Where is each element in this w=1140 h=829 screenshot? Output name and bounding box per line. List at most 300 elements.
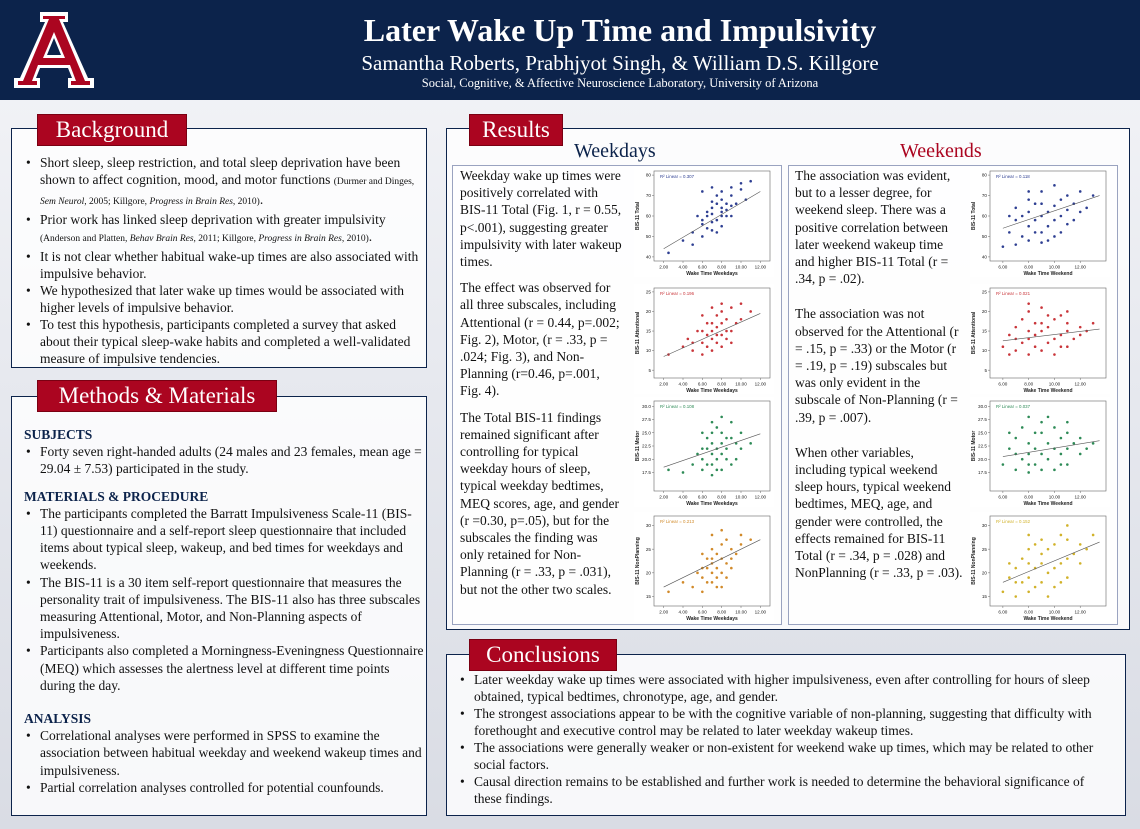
data-point bbox=[730, 557, 733, 560]
data-point bbox=[725, 437, 728, 440]
results-heading: Results bbox=[469, 114, 563, 146]
x-tick-label: 8.00 bbox=[717, 381, 727, 387]
data-point bbox=[1066, 557, 1069, 560]
data-point bbox=[1021, 581, 1024, 584]
y-axis-label: BIS-11 NonPlanning bbox=[635, 537, 641, 585]
data-point bbox=[701, 190, 704, 193]
weekends-text bbox=[795, 167, 963, 590]
x-tick-label: 4.00 bbox=[678, 381, 688, 387]
poster-title: Later Wake Up Time and Impulsivity bbox=[363, 12, 877, 48]
data-point bbox=[691, 349, 694, 352]
data-point bbox=[1053, 469, 1056, 472]
data-point bbox=[716, 341, 719, 344]
x-tick-label: 8.00 bbox=[717, 494, 727, 500]
data-point bbox=[720, 416, 723, 419]
chart-weekend-total bbox=[970, 167, 1110, 277]
data-point bbox=[1027, 330, 1030, 333]
r-squared-label: R² Linear = 0.213 bbox=[660, 519, 695, 524]
data-point bbox=[706, 227, 709, 230]
y-tick-label: 20 bbox=[645, 570, 651, 576]
data-point bbox=[720, 469, 723, 472]
data-point bbox=[706, 447, 709, 450]
methods-bullet: • Partial correlation analyses controlled for potential counfounds. bbox=[24, 779, 428, 796]
data-point bbox=[1060, 314, 1063, 317]
data-point bbox=[701, 330, 704, 333]
data-point bbox=[716, 426, 719, 429]
data-point bbox=[696, 453, 699, 456]
data-point bbox=[1027, 225, 1030, 228]
r-squared-label: R² Linear = 0.196 bbox=[660, 291, 695, 296]
weekends-paragraph: The association was evident, but to a lesser degree, for weekend sleep. There was a positive correlation between later weekend wakeup time and higher BIS-11 Total (r = .34, p = .02). bbox=[795, 168, 951, 287]
r-squared-label: R² Linear = 0.021 bbox=[996, 291, 1031, 296]
data-point bbox=[706, 334, 709, 337]
data-point bbox=[716, 586, 719, 589]
data-point bbox=[1027, 353, 1030, 356]
data-point bbox=[667, 252, 670, 255]
background-bullet: • Prior work has linked sleep deprivation with greater impulsivity (Anderson and Platten, Behav Brain Res, 2011; Killgore, Progress in Brain Res, 2010). bbox=[24, 211, 424, 248]
data-point bbox=[701, 553, 704, 556]
data-point bbox=[730, 463, 733, 466]
data-point bbox=[1085, 548, 1088, 551]
data-point bbox=[1040, 581, 1043, 584]
conclusion-bullet: • Later weekday wake up times were associated with higher impulsiveness, even after controlling for hours of sleep obtained, typical bedtimes, chronotype, age, and gender. bbox=[458, 671, 1108, 705]
data-point bbox=[720, 529, 723, 532]
data-point bbox=[1027, 534, 1030, 537]
data-point bbox=[1072, 219, 1075, 222]
data-point bbox=[1027, 302, 1030, 305]
y-axis-label: BIS-11 Attentional bbox=[635, 311, 641, 355]
data-point bbox=[1040, 241, 1043, 244]
data-point bbox=[706, 437, 709, 440]
data-point bbox=[735, 458, 738, 461]
data-point bbox=[1072, 442, 1075, 445]
methods-bullet: • The BIS-11 is a 30 item self-report questionnaire that measures the personality trait of impulsiveness. The BIS-11 also has three subscales measuring Attentional, Motor, and Non-Planning aspects of impulsiveness. bbox=[24, 574, 428, 643]
chart-weekend-attentional bbox=[970, 284, 1110, 394]
data-point bbox=[1021, 458, 1024, 461]
data-point bbox=[725, 318, 728, 321]
data-point bbox=[701, 458, 704, 461]
data-point bbox=[730, 437, 733, 440]
y-tick-label: 30 bbox=[981, 523, 987, 529]
data-point bbox=[1027, 211, 1030, 214]
data-point bbox=[687, 338, 690, 341]
data-point bbox=[720, 345, 723, 348]
y-tick-label: 15 bbox=[645, 328, 651, 334]
data-point bbox=[1060, 198, 1063, 201]
poster-header bbox=[0, 0, 1140, 100]
weekends-paragraph: The association was not observed for the Attentional (r = .15, p = .33) or the Motor (r = .19, p = .19) subscales but was only evident in the subscale of Non-Planning (r = .39, p = .007). bbox=[795, 306, 959, 425]
data-point bbox=[1092, 322, 1095, 325]
data-point bbox=[1027, 310, 1030, 313]
data-point bbox=[1008, 447, 1011, 450]
data-point bbox=[1040, 538, 1043, 541]
data-point bbox=[1014, 349, 1017, 352]
data-point bbox=[1053, 353, 1056, 356]
y-axis-label: BIS-11 Motor bbox=[971, 430, 977, 462]
data-point bbox=[667, 469, 670, 472]
data-point bbox=[1060, 534, 1063, 537]
y-tick-label: 15 bbox=[645, 594, 651, 600]
data-point bbox=[735, 553, 738, 556]
y-tick-label: 70 bbox=[981, 193, 987, 199]
data-point bbox=[1014, 581, 1017, 584]
data-point bbox=[696, 330, 699, 333]
data-point bbox=[701, 353, 704, 356]
data-point bbox=[701, 576, 704, 579]
data-point bbox=[725, 330, 728, 333]
y-tick-label: 25.0 bbox=[978, 430, 987, 436]
background-bullet: • To test this hypothesis, participants completed a survey that asked about their typical sleep-wake habits and completed a well-validated measure of impulsive tendencies. bbox=[24, 316, 424, 367]
data-point bbox=[1014, 595, 1017, 598]
conclusion-bullet: • Causal direction remains to be established and further work is needed to determine the behavioral significance of these findings. bbox=[458, 773, 1108, 807]
y-axis-label: BIS-11 Total bbox=[635, 201, 641, 231]
y-tick-label: 10 bbox=[645, 348, 651, 354]
x-tick-label: 2.00 bbox=[659, 381, 669, 387]
data-point bbox=[1027, 590, 1030, 593]
data-point bbox=[740, 431, 743, 434]
data-point bbox=[667, 590, 670, 593]
x-tick-label: 4.00 bbox=[678, 494, 688, 500]
data-point bbox=[725, 576, 728, 579]
data-point bbox=[730, 215, 733, 218]
y-tick-label: 27.5 bbox=[978, 417, 987, 423]
data-point bbox=[711, 306, 714, 309]
data-point bbox=[1092, 534, 1095, 537]
data-point bbox=[1027, 453, 1030, 456]
y-tick-label: 27.5 bbox=[642, 417, 651, 423]
data-point bbox=[696, 215, 699, 218]
methods-bullet: • Forty seven right-handed adults (24 males and 23 females, mean age = 29.04 ± 7.53) participated in the study. bbox=[24, 443, 428, 477]
x-tick-label: 10.00 bbox=[735, 264, 747, 270]
data-point bbox=[1066, 576, 1069, 579]
data-point bbox=[1014, 469, 1017, 472]
data-point bbox=[706, 215, 709, 218]
x-tick-label: 8.00 bbox=[1024, 381, 1034, 387]
data-point bbox=[1027, 442, 1030, 445]
y-tick-label: 25 bbox=[645, 546, 651, 552]
data-point bbox=[1021, 235, 1024, 238]
data-point bbox=[1053, 219, 1056, 222]
data-point bbox=[1066, 524, 1069, 527]
data-point bbox=[711, 349, 714, 352]
data-point bbox=[1047, 442, 1050, 445]
data-point bbox=[1047, 239, 1050, 242]
data-point bbox=[1027, 198, 1030, 201]
data-point bbox=[1092, 442, 1095, 445]
x-tick-label: 10.00 bbox=[735, 381, 747, 387]
x-tick-label: 6.00 bbox=[998, 494, 1008, 500]
methods-bullet: • The participants completed the Barratt Impulsiveness Scale-11 (BIS-11) questionnaire and a self-report sleep questionnaire that included items about typical sleep, wakeup, and bed times for weekdays and weekends. bbox=[24, 505, 428, 574]
data-point bbox=[711, 200, 714, 203]
data-point bbox=[725, 538, 728, 541]
data-point bbox=[1021, 557, 1024, 560]
data-point bbox=[1040, 349, 1043, 352]
data-point bbox=[1053, 204, 1056, 207]
chart-weekend-motor bbox=[970, 397, 1110, 507]
plot-frame bbox=[654, 171, 770, 261]
data-point bbox=[1021, 341, 1024, 344]
data-point bbox=[1008, 431, 1011, 434]
data-point bbox=[706, 345, 709, 348]
methods-bullet: • Participants also completed a Morningness-Eveningness Questionnaire (MEQ) which assesses the alertness level at different time points during the day. bbox=[24, 642, 428, 694]
data-point bbox=[711, 421, 714, 424]
x-tick-label: 10.00 bbox=[1048, 609, 1061, 615]
data-point bbox=[749, 310, 752, 313]
data-point bbox=[716, 567, 719, 570]
data-point bbox=[1040, 330, 1043, 333]
data-point bbox=[725, 562, 728, 565]
x-tick-label: 8.00 bbox=[717, 609, 727, 615]
data-point bbox=[1047, 458, 1050, 461]
r-squared-label: R² Linear = 0.108 bbox=[660, 404, 695, 409]
data-point bbox=[1014, 326, 1017, 329]
y-tick-label: 30.0 bbox=[978, 403, 987, 409]
data-point bbox=[720, 586, 723, 589]
y-tick-label: 25 bbox=[645, 289, 651, 295]
data-point bbox=[706, 581, 709, 584]
y-tick-label: 22.5 bbox=[642, 443, 651, 449]
x-axis-label: Wake Time Weekend bbox=[1023, 271, 1073, 277]
plot-frame bbox=[654, 516, 770, 606]
x-tick-label: 4.00 bbox=[678, 264, 688, 270]
y-tick-label: 17.5 bbox=[978, 470, 987, 476]
conclusions-body bbox=[458, 671, 1108, 807]
data-point bbox=[1053, 184, 1056, 187]
data-point bbox=[691, 586, 694, 589]
data-point bbox=[691, 463, 694, 466]
data-point bbox=[1008, 231, 1011, 234]
data-point bbox=[1066, 330, 1069, 333]
data-point bbox=[1079, 437, 1082, 440]
conclusions-heading: Conclusions bbox=[469, 639, 617, 671]
data-point bbox=[1021, 318, 1024, 321]
data-point bbox=[1053, 235, 1056, 238]
data-point bbox=[730, 567, 733, 570]
data-point bbox=[1047, 595, 1050, 598]
data-point bbox=[1060, 231, 1063, 234]
data-point bbox=[706, 463, 709, 466]
data-point bbox=[1066, 194, 1069, 197]
data-point bbox=[720, 453, 723, 456]
y-tick-label: 25 bbox=[981, 289, 987, 295]
data-point bbox=[716, 219, 719, 222]
data-point bbox=[711, 330, 714, 333]
data-point bbox=[725, 202, 728, 205]
data-point bbox=[1047, 314, 1050, 317]
x-tick-label: 10.00 bbox=[1048, 381, 1061, 387]
data-point bbox=[730, 548, 733, 551]
data-point bbox=[716, 314, 719, 317]
data-point bbox=[1066, 447, 1069, 450]
data-point bbox=[701, 341, 704, 344]
data-point bbox=[1034, 463, 1037, 466]
data-point bbox=[1040, 231, 1043, 234]
data-point bbox=[1066, 538, 1069, 541]
data-point bbox=[1034, 431, 1037, 434]
x-tick-label: 12.00 bbox=[1074, 494, 1086, 500]
y-tick-label: 80 bbox=[981, 172, 987, 178]
data-point bbox=[711, 431, 714, 434]
conclusion-bullet: • The strongest associations appear to be with the cognitive variable of non-planning, suggesting that difficulty with forethought and executive control may be related to later weekday wakeup times. bbox=[458, 705, 1108, 739]
data-point bbox=[711, 207, 714, 210]
chart-weekday-motor bbox=[634, 397, 774, 507]
data-point bbox=[711, 186, 714, 189]
x-axis-label: Wake Time Weekdays bbox=[686, 616, 738, 622]
data-point bbox=[1060, 345, 1063, 348]
y-tick-label: 20.0 bbox=[642, 456, 651, 462]
data-point bbox=[720, 543, 723, 546]
data-point bbox=[1002, 245, 1005, 248]
plot-frame bbox=[990, 171, 1106, 261]
data-point bbox=[740, 188, 743, 191]
data-point bbox=[691, 243, 694, 246]
data-point bbox=[711, 213, 714, 216]
y-tick-label: 40 bbox=[981, 254, 987, 260]
data-point bbox=[701, 590, 704, 593]
data-point bbox=[1034, 322, 1037, 325]
x-axis-label: Wake Time Weekdays bbox=[686, 388, 738, 394]
data-point bbox=[720, 310, 723, 313]
data-point bbox=[1047, 225, 1050, 228]
data-point bbox=[730, 330, 733, 333]
data-point bbox=[1027, 471, 1030, 474]
y-tick-label: 50 bbox=[645, 234, 651, 240]
analysis-subheading: ANALYSIS bbox=[24, 711, 92, 727]
x-tick-label: 6.00 bbox=[697, 381, 707, 387]
data-point bbox=[1014, 567, 1017, 570]
data-point bbox=[1060, 463, 1063, 466]
data-point bbox=[1014, 219, 1017, 222]
methods-bullet: • Correlational analyses were performed in SPSS to examine the association between habitual weekday and weekend wakeup times and impulsiveness. bbox=[24, 727, 428, 779]
data-point bbox=[682, 471, 685, 474]
data-point bbox=[711, 534, 714, 537]
x-axis-label: Wake Time Weekend bbox=[1023, 616, 1073, 622]
data-point bbox=[1066, 431, 1069, 434]
y-tick-label: 60 bbox=[981, 213, 987, 219]
background-bullet: • It is not clear whether habitual wake-up times are also associated with impulsive behavior. bbox=[24, 248, 424, 282]
data-point bbox=[720, 334, 723, 337]
data-point bbox=[1085, 447, 1088, 450]
x-tick-label: 10.00 bbox=[735, 609, 747, 615]
weekdays-title: Weekdays bbox=[574, 140, 656, 162]
data-point bbox=[730, 204, 733, 207]
data-point bbox=[1053, 543, 1056, 546]
weekdays-paragraph: Weekday wake up times were positively correlated with BIS-11 Total (Fig. 1, r = 0.55, p<.001), suggesting greater impulsivity with later wakeup times. bbox=[460, 168, 622, 270]
data-point bbox=[725, 447, 728, 450]
x-tick-label: 6.00 bbox=[998, 609, 1008, 615]
x-tick-label: 12.00 bbox=[754, 494, 767, 500]
x-tick-label: 4.00 bbox=[678, 609, 688, 615]
data-point bbox=[1079, 453, 1082, 456]
data-point bbox=[1066, 223, 1069, 226]
data-point bbox=[720, 207, 723, 210]
data-point bbox=[1034, 543, 1037, 546]
data-point bbox=[1047, 341, 1050, 344]
data-point bbox=[1027, 548, 1030, 551]
data-point bbox=[740, 447, 743, 450]
data-point bbox=[740, 182, 743, 185]
data-point bbox=[1008, 334, 1011, 337]
data-point bbox=[711, 453, 714, 456]
data-point bbox=[1092, 194, 1095, 197]
data-point bbox=[1053, 426, 1056, 429]
chart-weekday-total bbox=[634, 167, 774, 277]
data-point bbox=[749, 538, 752, 541]
data-point bbox=[1079, 562, 1082, 565]
data-point bbox=[701, 447, 704, 450]
data-point bbox=[730, 421, 733, 424]
materials-subheading: MATERIALS & PROCEDURE bbox=[24, 488, 209, 504]
data-point bbox=[1002, 345, 1005, 348]
data-point bbox=[1079, 334, 1082, 337]
data-point bbox=[1060, 581, 1063, 584]
data-point bbox=[1027, 190, 1030, 193]
data-point bbox=[1066, 421, 1069, 424]
data-point bbox=[1034, 447, 1037, 450]
data-point bbox=[1047, 572, 1050, 575]
x-tick-label: 10.00 bbox=[1048, 264, 1061, 270]
data-point bbox=[711, 581, 714, 584]
poster-affiliation: Social, Cognitive, & Affective Neuroscience Laboratory, University of Arizona bbox=[421, 76, 819, 90]
data-point bbox=[1040, 431, 1043, 434]
data-point bbox=[1053, 318, 1056, 321]
data-point bbox=[706, 567, 709, 570]
data-point bbox=[1040, 306, 1043, 309]
poster-authors: Samantha Roberts, Prabhjyot Singh, & William D.S. Killgore bbox=[361, 51, 879, 75]
data-point bbox=[1040, 562, 1043, 565]
data-point bbox=[716, 202, 719, 205]
x-tick-label: 12.00 bbox=[1074, 609, 1086, 615]
data-point bbox=[1040, 202, 1043, 205]
x-tick-label: 6.00 bbox=[697, 494, 707, 500]
data-point bbox=[740, 302, 743, 305]
data-point bbox=[740, 318, 743, 321]
x-tick-label: 12.00 bbox=[754, 609, 767, 615]
data-point bbox=[711, 221, 714, 224]
data-point bbox=[1034, 202, 1037, 205]
data-point bbox=[1060, 453, 1063, 456]
y-tick-label: 17.5 bbox=[642, 470, 651, 476]
y-tick-label: 15 bbox=[981, 328, 987, 334]
data-point bbox=[1027, 416, 1030, 419]
y-tick-label: 80 bbox=[645, 172, 651, 178]
y-tick-label: 40 bbox=[645, 254, 651, 260]
x-tick-label: 10.00 bbox=[1048, 494, 1061, 500]
data-point bbox=[1066, 345, 1069, 348]
x-tick-label: 8.00 bbox=[1024, 494, 1034, 500]
weekends-paragraph: When other variables, including typical weekend sleep hours, typical weekend bedtimes, MEQ, age, and gender were controlled, the effects remained for BIS-11 Total (r = .34, p = .028) and NonPlanning (r = .33, p = .03). bbox=[795, 444, 963, 581]
data-point bbox=[1085, 207, 1088, 210]
data-point bbox=[725, 338, 728, 341]
background-heading: Background bbox=[37, 114, 187, 146]
data-point bbox=[720, 211, 723, 214]
data-point bbox=[1027, 463, 1030, 466]
data-point bbox=[1047, 326, 1050, 329]
data-point bbox=[716, 334, 719, 337]
conclusion-bullet: • The associations were generally weaker or non-existent for weekend wake up times, which may be related to other social factors. bbox=[458, 739, 1108, 773]
data-point bbox=[730, 341, 733, 344]
data-point bbox=[1040, 322, 1043, 325]
data-point bbox=[1008, 576, 1011, 579]
x-axis-label: Wake Time Weekend bbox=[1023, 501, 1073, 507]
data-point bbox=[720, 198, 723, 201]
data-point bbox=[1079, 211, 1082, 214]
data-point bbox=[1060, 437, 1063, 440]
y-tick-label: 15 bbox=[981, 594, 987, 600]
data-point bbox=[1060, 562, 1063, 565]
chart-weekend-nonplanning bbox=[970, 512, 1110, 622]
data-point bbox=[701, 469, 704, 472]
